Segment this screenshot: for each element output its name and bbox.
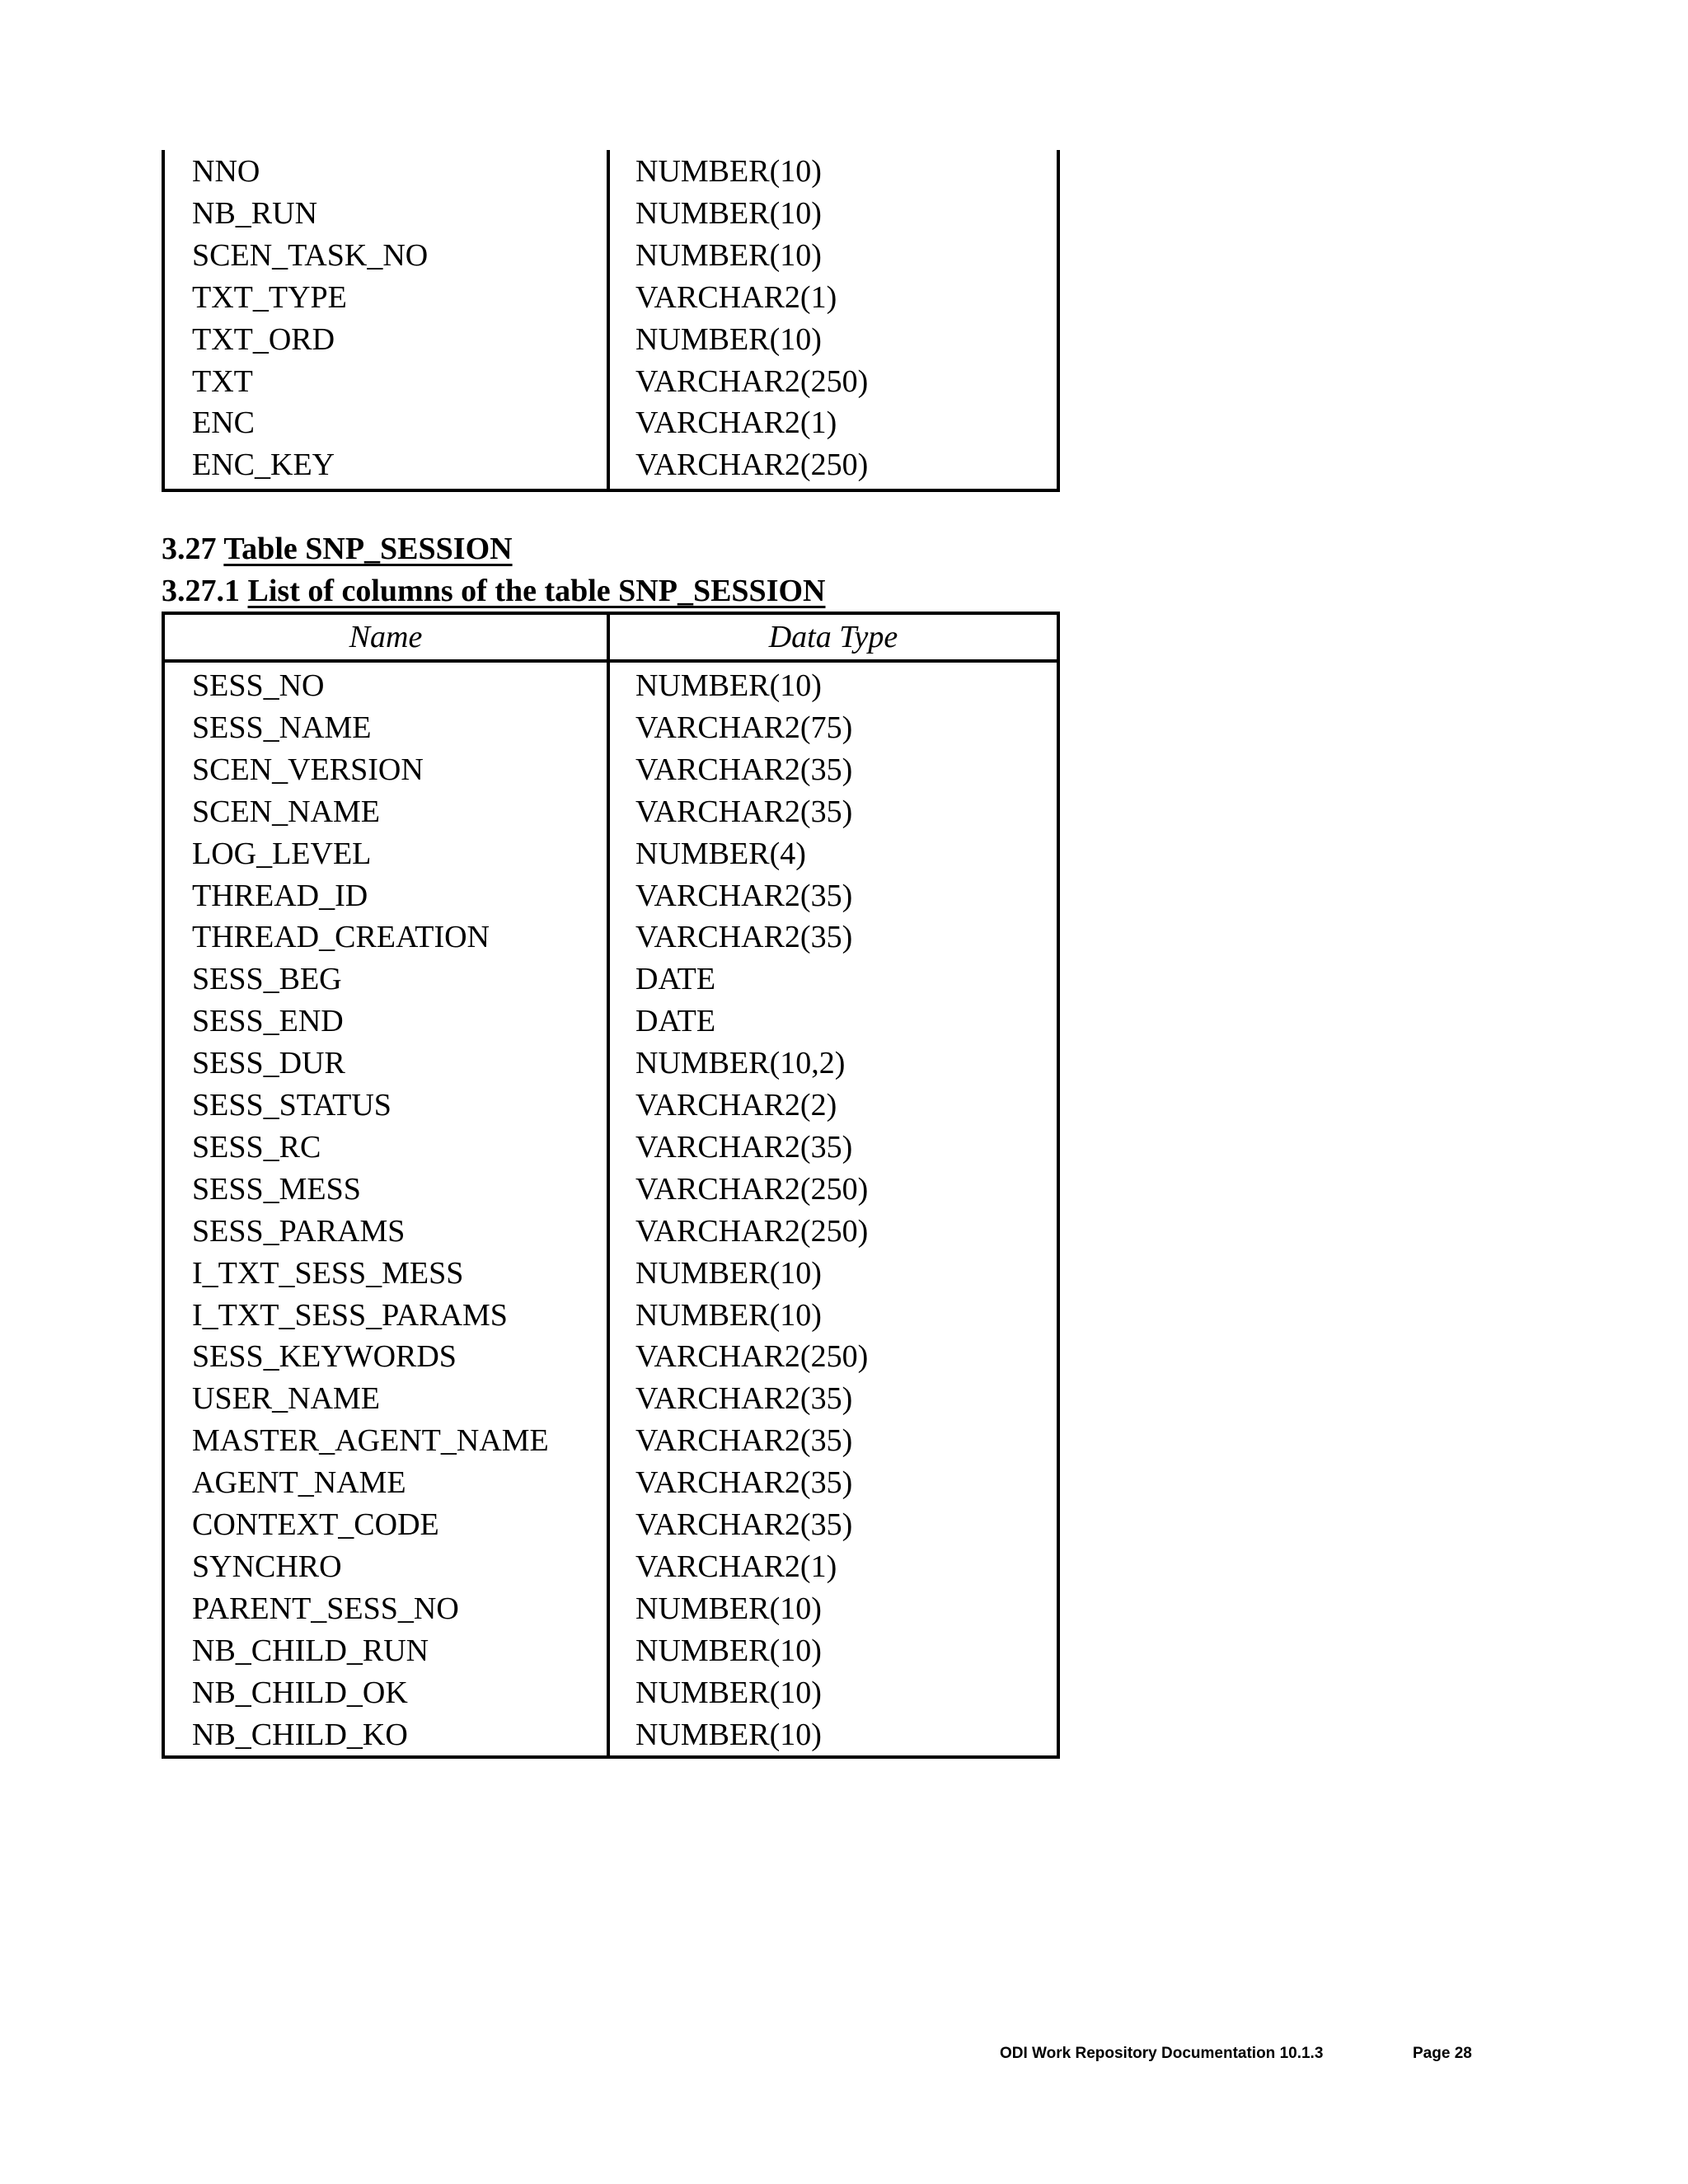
column-name-cell: SESS_STATUS — [192, 1088, 392, 1122]
table-row — [165, 1420, 1057, 1462]
header-data-type: Data Type — [768, 620, 898, 654]
table-row — [165, 1295, 1057, 1337]
data-type-cell: VARCHAR2(250) — [635, 363, 869, 399]
column-name-cell: ENC — [192, 405, 255, 441]
column-name-cell: NB_CHILD_RUN — [192, 1633, 429, 1668]
column-name-cell: THREAD_ID — [192, 878, 368, 913]
column-name-cell: NB_RUN — [192, 195, 318, 231]
data-type-cell: NUMBER(10) — [635, 237, 822, 273]
data-type-cell: VARCHAR2(1) — [635, 279, 837, 315]
column-name-cell: MASTER_AGENT_NAME — [192, 1423, 549, 1459]
column-name-cell: SYNCHRO — [192, 1549, 342, 1584]
column-name-cell: SESS_DUR — [192, 1046, 345, 1081]
footer-page-number: Page 28 — [1413, 2045, 1472, 2062]
column-name-cell: TXT_ORD — [192, 321, 335, 357]
data-type-cell: VARCHAR2(35) — [635, 1465, 853, 1501]
table-row — [165, 875, 1057, 917]
data-type-cell: VARCHAR2(35) — [635, 1423, 853, 1459]
data-type-cell: NUMBER(10) — [635, 1255, 822, 1291]
table-row — [165, 958, 1057, 1001]
column-name-cell: SESS_NAME — [192, 710, 372, 745]
data-type-cell: VARCHAR2(35) — [635, 1507, 853, 1542]
table-row — [165, 1714, 1057, 1756]
data-type-cell: NUMBER(10) — [635, 1633, 822, 1668]
table-row — [165, 1672, 1057, 1714]
column-name-cell: CONTEXT_CODE — [192, 1507, 439, 1542]
column-name-cell: SESS_PARAMS — [192, 1213, 406, 1249]
data-type-cell: NUMBER(10) — [635, 154, 822, 189]
column-name-cell: TXT — [192, 363, 253, 399]
subsection-number: 3.27.1 — [162, 574, 240, 608]
column-name-cell: ENC_KEY — [192, 448, 335, 483]
table-row — [165, 402, 1057, 444]
table-row — [165, 1085, 1057, 1127]
table-row — [165, 319, 1057, 361]
column-name-cell: SCEN_NAME — [192, 794, 381, 829]
column-name-cell: AGENT_NAME — [192, 1465, 406, 1501]
table-header-row — [165, 615, 1057, 663]
column-name-cell: PARENT_SESS_NO — [192, 1591, 459, 1626]
table-row — [165, 749, 1057, 791]
header-name: Name — [349, 620, 423, 654]
data-type-cell: VARCHAR2(1) — [635, 1549, 837, 1584]
table-row — [165, 707, 1057, 749]
column-name-cell: SESS_NO — [192, 668, 325, 703]
table-row — [165, 1336, 1057, 1378]
data-type-cell: VARCHAR2(250) — [635, 1339, 869, 1375]
data-type-cell: VARCHAR2(35) — [635, 794, 853, 829]
table-row — [165, 1211, 1057, 1253]
data-type-cell: NUMBER(10) — [635, 1675, 822, 1710]
table-row — [165, 1378, 1057, 1420]
subsection-title: List of columns of the table SNP_SESSION — [247, 574, 826, 608]
table-row — [165, 1043, 1057, 1085]
column-name-cell: I_TXT_SESS_MESS — [192, 1255, 464, 1291]
table-row — [165, 277, 1057, 319]
subsection-heading — [162, 570, 825, 612]
table-row — [165, 833, 1057, 875]
section-number: 3.27 — [162, 532, 217, 566]
data-type-cell: VARCHAR2(35) — [635, 1129, 853, 1165]
continued-columns-table — [162, 150, 1060, 492]
section-title: Table SNP_SESSION — [223, 532, 513, 566]
column-name-cell: SESS_MESS — [192, 1171, 361, 1207]
data-type-cell: VARCHAR2(2) — [635, 1088, 837, 1122]
column-name-cell: SESS_RC — [192, 1129, 321, 1165]
data-type-cell: NUMBER(4) — [635, 836, 806, 871]
data-type-cell: NUMBER(10) — [635, 321, 822, 357]
data-type-cell: VARCHAR2(35) — [635, 920, 853, 955]
data-type-cell: DATE — [635, 962, 716, 997]
column-name-cell: SESS_END — [192, 1004, 344, 1039]
column-name-cell: SESS_KEYWORDS — [192, 1339, 457, 1375]
data-type-cell: VARCHAR2(250) — [635, 1213, 869, 1249]
table-row — [165, 916, 1057, 958]
column-name-cell: SCEN_VERSION — [192, 752, 424, 787]
data-type-cell: VARCHAR2(35) — [635, 752, 853, 787]
table-row — [165, 1253, 1057, 1295]
data-type-cell: NUMBER(10) — [635, 1717, 822, 1752]
table-row — [165, 193, 1057, 235]
data-type-cell: DATE — [635, 1004, 716, 1039]
table-row — [165, 1588, 1057, 1630]
column-name-cell: I_TXT_SESS_PARAMS — [192, 1297, 508, 1333]
table-row — [165, 151, 1057, 193]
footer-document-title: ODI Work Repository Documentation 10.1.3 — [1000, 2045, 1324, 2062]
table-row — [165, 1127, 1057, 1169]
data-type-cell: VARCHAR2(35) — [635, 1381, 853, 1417]
table-row — [165, 1001, 1057, 1043]
data-type-cell: NUMBER(10) — [635, 1297, 822, 1333]
data-type-cell: VARCHAR2(75) — [635, 710, 853, 745]
column-name-cell: LOG_LEVEL — [192, 836, 372, 871]
snp-session-columns-table — [162, 612, 1060, 1759]
column-name-cell: NB_CHILD_KO — [192, 1717, 408, 1752]
data-type-cell: VARCHAR2(35) — [635, 878, 853, 913]
column-name-cell: SESS_BEG — [192, 962, 342, 997]
data-type-cell: VARCHAR2(250) — [635, 448, 869, 483]
column-name-cell: TXT_TYPE — [192, 279, 347, 315]
data-type-cell: VARCHAR2(250) — [635, 1171, 869, 1207]
table-row — [165, 361, 1057, 403]
table-row — [165, 791, 1057, 833]
table-row — [165, 1169, 1057, 1211]
data-type-cell: NUMBER(10,2) — [635, 1046, 846, 1081]
table-row — [165, 444, 1057, 486]
column-name-cell: NB_CHILD_OK — [192, 1675, 408, 1710]
table-row — [165, 235, 1057, 277]
data-type-cell: NUMBER(10) — [635, 195, 822, 231]
table-row — [165, 1504, 1057, 1546]
data-type-cell: VARCHAR2(1) — [635, 405, 837, 441]
table-row — [165, 665, 1057, 707]
column-name-cell: USER_NAME — [192, 1381, 381, 1417]
column-name-cell: THREAD_CREATION — [192, 920, 490, 955]
table-row — [165, 1462, 1057, 1504]
data-type-cell: NUMBER(10) — [635, 1591, 822, 1626]
data-type-cell: NUMBER(10) — [635, 668, 822, 703]
section-heading — [162, 528, 513, 569]
table-row — [165, 1630, 1057, 1672]
column-name-cell: SCEN_TASK_NO — [192, 237, 429, 273]
column-name-cell: NNO — [192, 154, 260, 189]
table-row — [165, 1546, 1057, 1588]
